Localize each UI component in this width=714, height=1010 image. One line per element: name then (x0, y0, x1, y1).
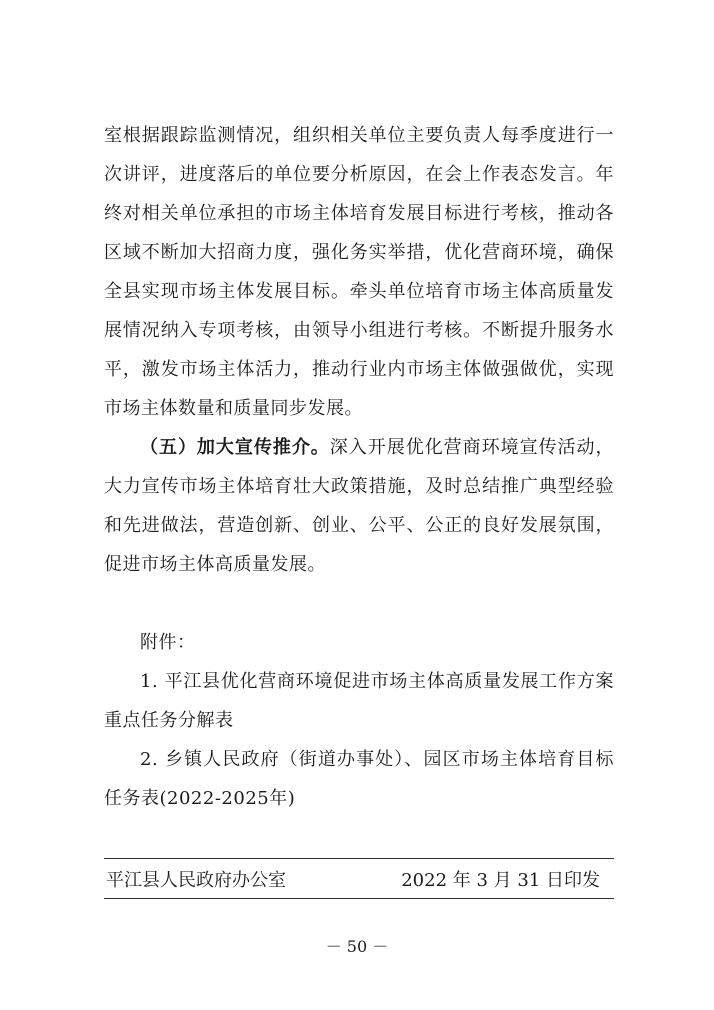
footer-divider-bottom (104, 898, 614, 899)
issuance-footer (104, 862, 614, 896)
issuer-name: 平江县人民政府办公室 (106, 870, 286, 891)
section-5-paragraph (104, 428, 614, 584)
body-paragraph: 室根据跟踪监测情况，组织相关单位主要负责人每季度进行一次讲评，进度落后的单位要分析原因，在会上作表态发言。年终对相关单位承担的市场主体培育发展目标进行考核，推动各区域不断加大招商力度，强化务实举措，优化营商环境，确保全县实现市场主体发展目标。牵头单位培育市场主体高质量发展情况纳入专项考核，由领导小组进行考核。不断提升服务水平，激发市场主体活力，推动行业内市场主体做强做优，实现市场主体数量和质量同步发展。 (104, 125, 614, 419)
document-body (104, 116, 614, 818)
attachment-item-2: 2. 乡镇人民政府（街道办事处）、园区市场主体培育目标任务表(2022-2025年) (104, 749, 614, 809)
attachments-label: 附件： (140, 632, 196, 653)
footer-divider-top (104, 858, 614, 859)
section-5-body: 深入开展优化营商环境宣传活动，大力宣传市场主体培育壮大政策措施，及时总结推广典型经验和先进做法，营造创新、创业、公平、公正的良好发展氛围，促进市场主体高质量发展。 (104, 437, 615, 575)
page-number: － 50 － (325, 937, 389, 956)
attachments-block (104, 623, 614, 818)
attachment-item-1: 1. 平江县优化营商环境促进市场主体高质量发展工作方案重点任务分解表 (104, 671, 614, 731)
issue-date: 2022 年 3 月 31 日印发 (401, 870, 600, 891)
section-5-heading: （五）加大宣传推介。 (140, 437, 330, 458)
